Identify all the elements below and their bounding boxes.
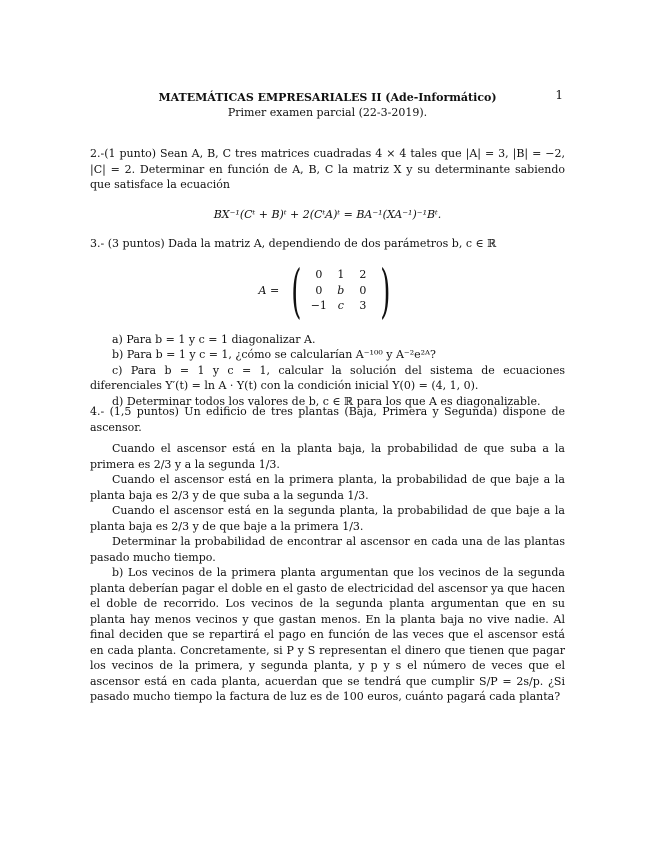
question-4: [90, 404, 565, 705]
matrix-a: [90, 256, 565, 325]
question-4-paragraph: Cuando el ascensor está en la planta baja, la probabilidad de que suba a la primera es 2/3 y a la segunda 1/3.: [90, 442, 565, 471]
page-number: 1: [555, 88, 563, 102]
matrix-cell: 3: [359, 299, 367, 313]
question-4-part-b: b) Los vecinos de la primera planta argumentan que los vecinos de la segunda planta deberían pagar el doble en el gasto de electricidad del ascensor ya que hacen el doble de recorrido. Los vecinos de la segunda planta argumentan que en su planta hay menos vecinos y que gastan menos. En la planta baja no vive nadie. Al final deciden que se repartirá el pago en función de las veces que el ascensor está en cada planta. Concretamente, si P y S representan el dinero que tienen que pagar los vecinos de la primera, y segunda planta, y p y s el número de veces que el ascensor está en cada planta, acuerdan que se tendrá que cumplir S/P = 2s/p. ¿Si pasado mucho tiempo la factura de luz es de 100 euros, cuánto pagará cada planta?: [90, 566, 565, 703]
question-3-part-c: c) Para b = 1 y c = 1, calcular la solución del sistema de ecuaciones diferenciales Y′(t) = ln A · Y(t) con la condición inicial Y(0) = (4, 1, 0).: [90, 363, 565, 392]
matrix-label: A =: [258, 283, 280, 297]
question-2-text: 2.-(1 punto) Sean A, B, C tres matrices cuadradas 4 × 4 tales que |A| = 3, |B| = −2, |C| = 2. Determinar en función de A, B, C la matriz X y su determinante sabiendo que satisface la ecuación: [90, 147, 565, 191]
matrix-cell: c: [337, 299, 344, 313]
right-paren: ): [380, 256, 391, 325]
matrix-cell: 1: [337, 268, 345, 282]
matrix-cell: 0: [315, 268, 323, 282]
exam-subtitle: Primer examen parcial (22-3-2019).: [227, 106, 428, 119]
exam-header: [90, 90, 565, 120]
question-2: [90, 146, 565, 236]
matrix-cell: 0: [359, 283, 367, 297]
question-4-paragraph: Determinar la probabilidad de encontrar al ascensor en cada una de las plantas pasado mucho tiempo.: [90, 535, 565, 564]
question-3-part-b: b) Para b = 1 y c = 1, ¿cómo se calcularían A⁻¹⁰⁰ y A⁻²e²ᴬ?: [112, 348, 436, 361]
question-4-intro: 4.- (1,5 puntos) Un edificio de tres plantas (Baja, Primera y Segunda) dispone de ascensor.: [90, 405, 565, 434]
question-3-part-d: d) Determinar todos los valores de b, c ∈ ℝ para los que A es diagonalizable.: [112, 394, 541, 408]
question-4-paragraph: Cuando el ascensor está en la primera planta, la probabilidad de que baje a la planta baja es 2/3 y de que suba a la segunda 1/3.: [90, 473, 565, 502]
matrix-cell: −1: [310, 299, 327, 313]
matrix-cell: b: [337, 283, 345, 297]
matrix-cell: 2: [359, 268, 367, 282]
matrix-cell: 0: [315, 283, 323, 297]
left-paren: (: [291, 256, 302, 325]
question-4-paragraph: Cuando el ascensor está en la segunda planta, la probabilidad de que baje a la planta baja es 2/3 y de que baje a la primera 1/3.: [90, 504, 565, 533]
exam-title: MATEMÁTICAS EMPRESARIALES II (Ade-Informático): [158, 91, 497, 104]
question-2-equation: BX⁻¹(Cᵗ + B)ᵗ + 2(CᵗA)ᵗ = BA⁻¹(XA⁻¹)⁻¹Bᵗ.: [213, 207, 442, 221]
question-3: [90, 236, 565, 409]
question-3-intro: 3.- (3 puntos) Dada la matriz A, dependiendo de dos parámetros b, c ∈ ℝ: [90, 237, 497, 250]
matrix-table: [308, 267, 374, 314]
question-3-part-a: a) Para b = 1 y c = 1 diagonalizar A.: [112, 332, 316, 346]
